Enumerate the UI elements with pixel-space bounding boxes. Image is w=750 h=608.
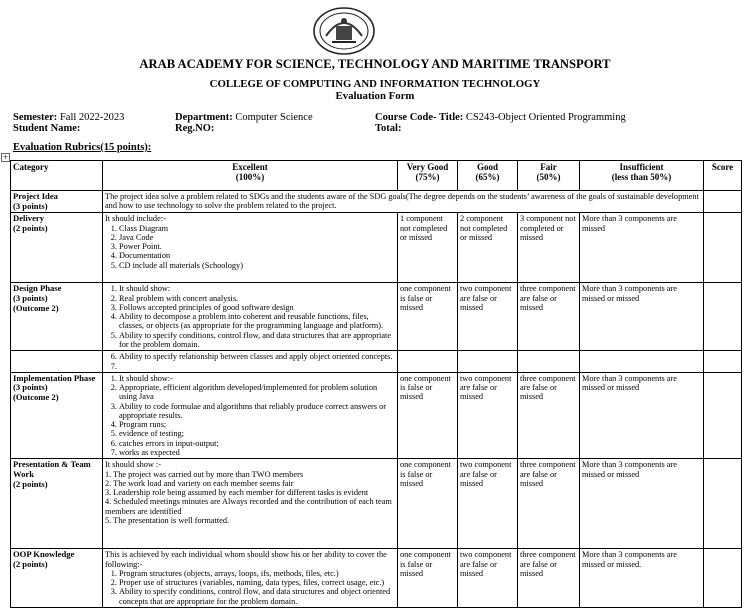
implementation-insufficient: More than 3 components are missed or missed [580, 372, 704, 459]
list-item: 2. Java Code [119, 233, 395, 242]
delivery-fair: 3 component not completed or missed [518, 213, 580, 283]
table-header-row [11, 161, 742, 191]
implementation-very-good: one component is false or missed [398, 372, 458, 459]
regno-label: Reg.NO: [175, 123, 215, 134]
implementation-good: two component are false or missed [458, 372, 518, 459]
department-value: Computer Science [235, 112, 313, 123]
header-fair-pct: (50%) [536, 172, 561, 183]
implementation-fair: three component are false or missed [518, 372, 580, 459]
form-title: Evaluation Form [335, 90, 415, 102]
department-field [175, 112, 313, 123]
list-item: 7. works as expected [119, 448, 395, 457]
header-insufficient [580, 161, 704, 191]
list-item: 5. Ability to specify conditions, control flow, and data structures that are appropriate for the problem domain. [119, 331, 395, 350]
list-item: 1. It should show:- [119, 374, 395, 383]
header-insufficient-pct: (less than 50%) [611, 172, 672, 183]
list-item: 2. Proper use of structures (variables, naming, data types, files, correct usage, etc.) [119, 578, 395, 587]
delivery-excellent [103, 213, 398, 283]
header-excellent-label: Excellent [232, 162, 268, 172]
course-field [375, 112, 626, 123]
header-very-good [398, 161, 458, 191]
list-item: 6. catches errors in input-output; [119, 439, 395, 448]
header-excellent-pct: (100%) [235, 172, 265, 183]
cat-title: Presentation & Team Work [13, 459, 91, 479]
cat-title: Design Phase [13, 283, 62, 294]
empty-cell [518, 351, 580, 373]
cat-points: (2 points) [13, 222, 48, 233]
presentation-intro: It should show :- [105, 460, 162, 470]
list-item: 2. Real problem with concert analysis. [119, 294, 395, 303]
list-item: 1. Class Diagram [119, 224, 395, 233]
empty-cell [580, 351, 704, 373]
empty-cell [398, 351, 458, 373]
header-good-label: Good [476, 162, 498, 172]
presentation-excellent [103, 459, 398, 549]
oop-excellent [103, 549, 398, 608]
presentation-good: two component are false or missed [458, 459, 518, 549]
oop-insufficient: More than 3 components are missed or missed. [580, 549, 704, 608]
list-item: 3. Ability to code formulae and algorithms that reliably produce correct answers or appropriate results. [119, 402, 395, 421]
empty-cell [458, 351, 518, 373]
student-name-field [13, 123, 80, 134]
academy-seal-icon [312, 6, 376, 56]
department-label: Department: [175, 112, 233, 123]
score-cell[interactable] [704, 191, 742, 213]
course-value: CS243-Object Oriented Programming [465, 112, 626, 123]
semester-label: Semester: [13, 112, 58, 123]
score-cell[interactable] [704, 372, 742, 459]
cat-title: Project Idea [13, 191, 58, 201]
list-item: 3. Ability to specify conditions, control flow, and data structures and object oriented concepts that are appropriate for the problem domain. [119, 587, 395, 606]
design-excellent [103, 283, 398, 351]
row-presentation [11, 459, 742, 549]
design-very-good: one component is false or missed [398, 283, 458, 351]
header-fair-label: Fair [540, 162, 557, 172]
cat-title: Delivery [13, 213, 45, 224]
header-insufficient-label: Insufficient [619, 162, 664, 172]
list-item: 2. The work load and variety on each member seems fair [105, 478, 294, 488]
semester-field [13, 112, 124, 123]
row-implementation [11, 372, 742, 459]
cat-title: OOP Knowledge [13, 549, 75, 560]
header-good [458, 161, 518, 191]
student-name-label: Student Name: [13, 123, 81, 134]
course-label: Course Code- Title: [375, 112, 464, 123]
list-item: 3. Leadership role being assumed by each member for different tasks is evident [105, 488, 369, 498]
cat-points: (2 points) [13, 478, 48, 489]
delivery-intro: It should include:- [105, 214, 166, 224]
list-item: 4. Program runs; [119, 420, 395, 429]
score-cell[interactable] [704, 351, 742, 373]
cat-delivery [11, 213, 103, 283]
list-item: 2. Appropriate, efficient algorithm developed/implemented for problem solution using Java [119, 383, 395, 402]
row-oop [11, 549, 742, 608]
project-idea-text: The project idea solve a problem related to SDGs and the students aware of the SDG goals(The degree depends on the students’ awareness of the goals of sustainable development and how to use technology to solve the problem related to the project. [103, 191, 704, 213]
cat-presentation [11, 459, 103, 549]
design-insufficient: More than 3 components are missed or missed [580, 283, 704, 351]
row-delivery [11, 213, 742, 283]
cat-outcome: (Outcome 2) [13, 392, 59, 403]
implementation-excellent [103, 372, 398, 459]
oop-fair: three component are false or missed [518, 549, 580, 608]
score-cell[interactable] [704, 549, 742, 608]
list-item: 5. CD include all materials (Schoology) [119, 261, 395, 270]
cat-implementation [11, 372, 103, 459]
list-item: 4. Ability to decompose a problem into coherent and reusable functions, files, classes, or objects (as appropriate for the programming language and platform). [119, 312, 395, 331]
list-item: 4. Documentation [119, 251, 395, 260]
cat-points: (3 points) [13, 382, 48, 393]
presentation-insufficient: More than 3 components are missed or missed [580, 459, 704, 549]
header-fair [518, 161, 580, 191]
list-item: 1. It should show: [119, 284, 395, 293]
list-item: 6. Ability to specify relationship between classes and apply object oriented concepts. [119, 352, 395, 361]
row-design [11, 283, 742, 351]
list-item: 4. Scheduled meetings minutes are Always recorded and the contribution of each team members are identified [105, 497, 392, 516]
cat-outcome: (Outcome 2) [13, 302, 59, 313]
college-name: COLLEGE OF COMPUTING AND INFORMATION TECHNOLOGY [209, 78, 541, 90]
evaluation-table [10, 160, 742, 608]
design-continued-excellent [103, 351, 398, 373]
score-cell[interactable] [704, 283, 742, 351]
total-field [375, 123, 401, 134]
list-item [119, 362, 395, 371]
cat-project-idea [11, 191, 103, 213]
delivery-very-good: 1 component not completed or missed [398, 213, 458, 283]
cat-title: Implementation Phase [13, 372, 96, 383]
header-category: Category [11, 161, 103, 191]
score-cell[interactable] [704, 459, 742, 549]
oop-intro: This is achieved by each individual whom should show his or her ability to cover the following:- [105, 550, 387, 569]
regno-field [175, 123, 214, 134]
table-move-handle-icon[interactable]: + [2, 153, 9, 161]
cat-points: (3 points) [13, 200, 48, 211]
list-item: 5. evidence of testing; [119, 429, 395, 438]
cat-design [11, 283, 103, 351]
cat-points: (2 points) [13, 558, 48, 569]
list-item: 3. Power Point. [119, 242, 395, 251]
row-project-idea [11, 191, 742, 213]
header-very-good-label: Very Good [406, 162, 449, 172]
header-good-pct: (65%) [475, 172, 500, 183]
cat-empty [11, 351, 103, 373]
presentation-very-good: one component is false or missed [398, 459, 458, 549]
rubrics-title: Evaluation Rubrics(15 points): [13, 142, 152, 153]
header-very-good-pct: (75%) [415, 172, 440, 183]
row-design-continued [11, 351, 742, 373]
header-excellent [103, 161, 398, 191]
list-item: 5. The presentation is well formatted. [105, 516, 230, 525]
total-label: Total: [375, 123, 402, 134]
score-cell[interactable] [704, 213, 742, 283]
header-score: Score [704, 161, 742, 191]
design-good: two component are false or missed [458, 283, 518, 351]
oop-good: two component are false or missed [458, 549, 518, 608]
list-item: 1. The project was carried out by more than TWO members [105, 469, 304, 479]
cat-points: (3 points) [13, 292, 48, 303]
oop-very-good: one component is false or missed [398, 549, 458, 608]
institution-name: ARAB ACADEMY FOR SCIENCE, TECHNOLOGY AND MARITIME TRANSPORT [139, 57, 611, 71]
delivery-insufficient: More than 3 components are missed [580, 213, 704, 283]
cat-oop [11, 549, 103, 608]
presentation-fair: three component are false or missed [518, 459, 580, 549]
semester-value: Fall 2022-2023 [59, 112, 125, 123]
design-fair: three component are false or missed [518, 283, 580, 351]
delivery-good: 2 component not completed or missed [458, 213, 518, 283]
list-item: 3. Follows accepted principles of good software design [119, 303, 395, 312]
list-item: 1. Program structures (objects, arrays, loops, ifs, methods, files, etc.) [119, 569, 395, 578]
